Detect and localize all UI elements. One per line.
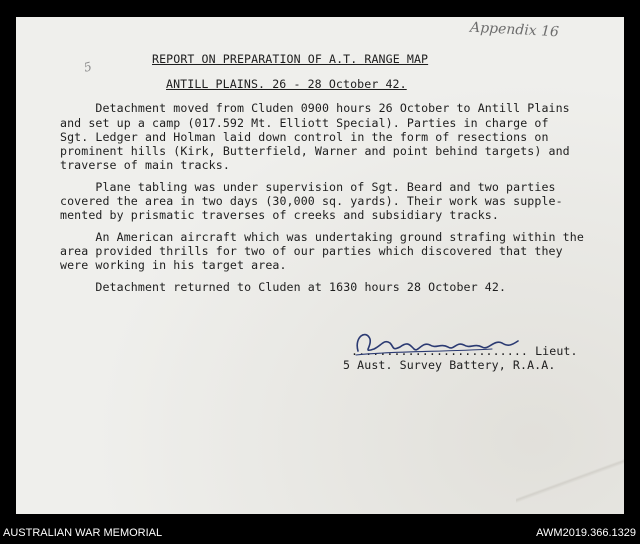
para3-line: An American aircraft which was undertaking ground strafing within the [60, 230, 584, 244]
para2-line: mented by prismatic traverses of creeks and subsidiary tracks. [60, 208, 499, 222]
para3-line: area provided thrills for two of our parties which discovered that they [60, 244, 563, 258]
para1-line: Detachment moved from Cluden 0900 hours 26 October to Antill Plains [60, 101, 570, 115]
para2-line: Plane tabling was under supervision of Sgt. Beard and two parties [60, 180, 556, 194]
para1-line: Sgt. Ledger and Holman laid down control in the form of resections on [60, 130, 549, 144]
unit-name: 5 Aust. Survey Battery, R.A.A. [343, 358, 556, 372]
report-subtitle: ANTILL PLAINS. 26 - 28 October 42. [166, 77, 407, 91]
footer-institution: AUSTRALIAN WAR MEMORIAL [3, 527, 163, 539]
handwritten-signature [352, 325, 522, 359]
paper-fold-shadow [516, 447, 624, 514]
para2-line: covered the area in two days (30,000 sq. yards). Their work was supple- [60, 194, 563, 208]
margin-mark: 5 [82, 59, 94, 75]
para1-line: prominent hills (Kirk, Butterfield, Warner and point behind targets) and [60, 144, 570, 158]
para4-line: Detachment returned to Cluden at 1630 hours 28 October 42. [60, 280, 507, 294]
signature-line: ......................... Lieut. [351, 344, 578, 358]
report-title: REPORT ON PREPARATION OF A.T. RANGE MAP [152, 52, 429, 66]
footer-accession-number: AWM2019.366.1329 [536, 527, 636, 539]
para3-line: were working in his target area. [60, 258, 287, 272]
para1-line: traverse of main tracks. [60, 158, 230, 172]
para1-line: and set up a camp (017.592 Mt. Elliott Special). Parties in charge of [60, 116, 549, 130]
handwritten-appendix-note: Appendix 16 [469, 19, 560, 41]
